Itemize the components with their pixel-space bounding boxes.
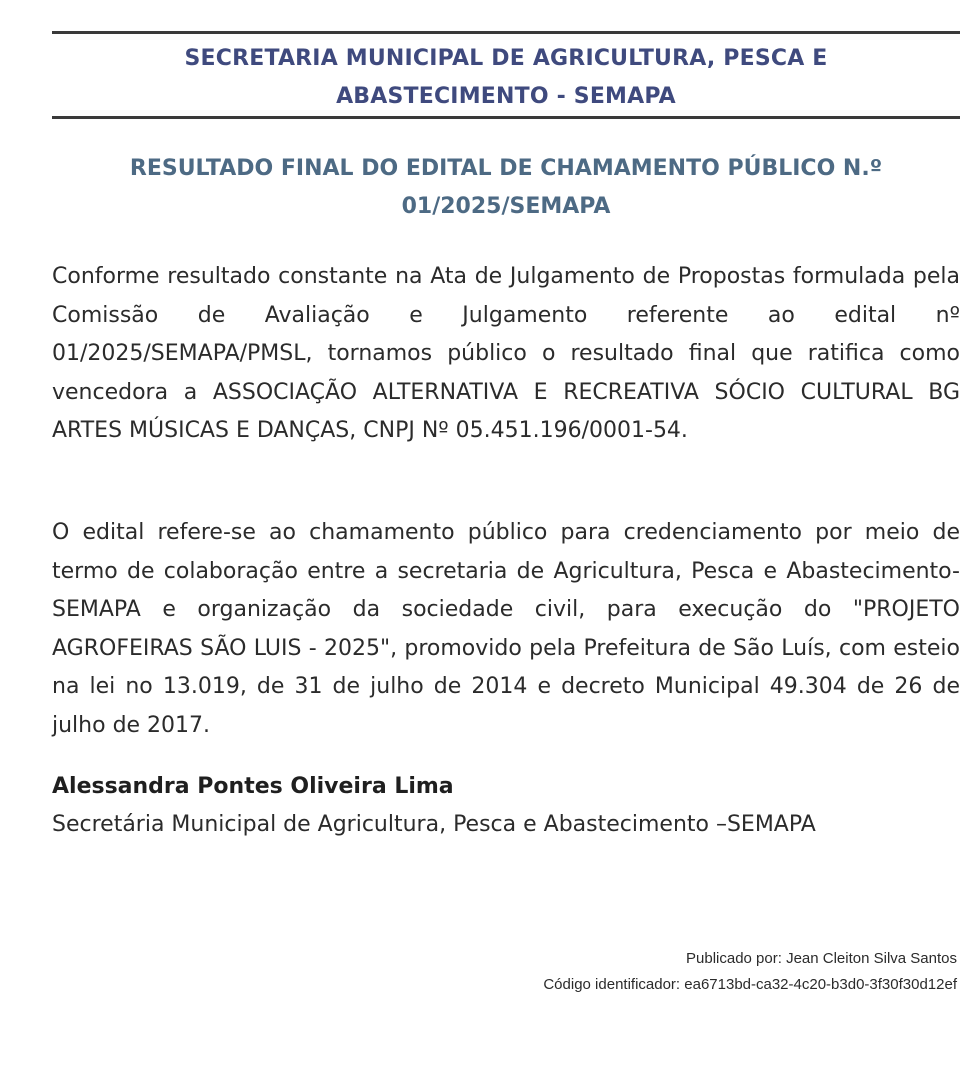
signer-role: Secretária Municipal de Agricultura, Pesca e Abastecimento –SEMAPA [52, 812, 816, 837]
identifier-code: Código identificador: ea6713bd-ca32-4c20-b3d0-3f30f30d12ef [543, 976, 957, 993]
published-by: Publicado por: Jean Cleiton Silva Santos [686, 950, 957, 967]
edital-title-line2: 01/2025/SEMAPA [401, 194, 611, 219]
result-paragraph: Conforme resultado constante na Ata de Julgamento de Propostas formulada pela Comissão de Avaliação e Julgamento referente ao edital nº 01/2025/SEMAPA/PMSL, tornamos público o resultado final que ratifica como vencedora a ASSOCIAÇÃO ALTERNATIVA E RECREATIVA SÓCIO CULTURAL BG ARTES MÚSICAS E DANÇAS, CNPJ Nº 05.451.196/0001-54. [52, 264, 960, 443]
secretaria-heading-line2: ABASTECIMENTO - SEMAPA [336, 84, 676, 109]
secretaria-heading-line1: SECRETARIA MUNICIPAL DE AGRICULTURA, PESCA E [184, 46, 828, 71]
edital-title-line1: RESULTADO FINAL DO EDITAL DE CHAMAMENTO PÚBLICO N.º [129, 156, 883, 181]
secretaria-heading [52, 40, 960, 116]
bottom-rule [52, 116, 960, 119]
edital-description-paragraph: O edital refere-se ao chamamento público para credenciamento por meio de termo de colaboração entre a secretaria de Agricultura, Pesca e Abastecimento-SEMAPA e organização da sociedade civil, para execução do "PROJETO AGROFEIRAS SÃO LUIS - 2025", promovido pela Prefeitura de São Luís, com esteio na lei no 13.019, de 31 de julho de 2014 e decreto Municipal 49.304 de 26 de julho de 2017. [52, 520, 960, 738]
signer-name: Alessandra Pontes Oliveira Lima [52, 774, 454, 799]
edital-title [52, 150, 960, 226]
top-rule [52, 31, 960, 34]
